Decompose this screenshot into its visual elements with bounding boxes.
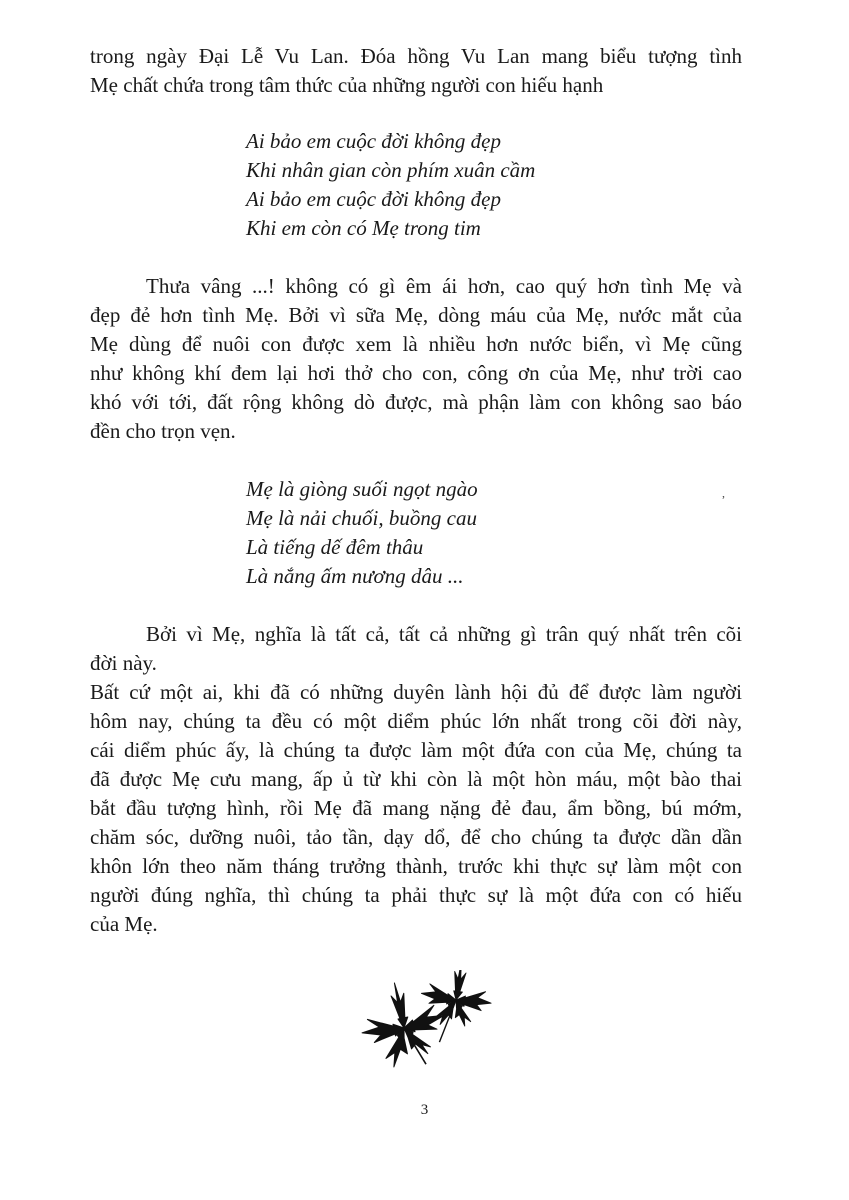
maple-leaves-icon bbox=[352, 970, 502, 1080]
paragraph-line: đã được Mẹ cưu mang, ấp ủ từ khi còn là một hòn máu, một bào thai bbox=[90, 767, 742, 791]
poem-line: Khi em còn có Mẹ trong tim bbox=[246, 216, 481, 240]
paragraph-line: bắt đầu tượng hình, rồi Mẹ đã mang nặng đẻ đau, ẩm bồng, bú mớm, bbox=[90, 796, 742, 820]
paragraph-line: đền cho trọn vẹn. bbox=[90, 419, 236, 443]
paragraph-line: Thưa vâng ...! không có gì êm ái hơn, cao quý hơn tình Mẹ và bbox=[146, 274, 742, 298]
page-number: 3 bbox=[420, 1102, 429, 1118]
paragraph-line: của Mẹ. bbox=[90, 912, 158, 936]
paragraph-line: Bất cứ một ai, khi đã có những duyên lành hội đủ để được làm người bbox=[90, 680, 742, 704]
paragraph-line: Bởi vì Mẹ, nghĩa là tất cả, tất cả những gì trân quý nhất trên cõi bbox=[146, 622, 742, 646]
paragraph-line: đời này. bbox=[90, 651, 157, 675]
poem-line: Ai bảo em cuộc đời không đẹp bbox=[246, 187, 501, 211]
paragraph-line: như không khí đem lại hơi thở cho con, công ơn của Mẹ, như trời cao bbox=[90, 361, 742, 385]
poem-line: Là nắng ấm nương dâu ... bbox=[246, 564, 464, 588]
paragraph-line: chăm sóc, dưỡng nuôi, tảo tần, dạy dổ, để cho chúng ta được dần dần bbox=[90, 825, 742, 849]
paragraph-line: cái diểm phúc ấy, là chúng ta được làm một đứa con của Mẹ, chúng ta bbox=[90, 738, 742, 762]
poem-line: Ai bảo em cuộc đời không đẹp bbox=[246, 129, 501, 153]
paragraph-line: Mẹ chất chứa trong tâm thức của những người con hiếu hạnh bbox=[90, 73, 604, 97]
poem-stanza-1 bbox=[246, 127, 535, 243]
poem-line: Mẹ là nải chuối, buồng cau bbox=[246, 506, 477, 530]
paragraph-line: trong ngày Đại Lễ Vu Lan. Đóa hồng Vu Lan mang biểu tượng tình bbox=[90, 44, 742, 68]
paragraph-line: khó với tới, đất rộng không dò được, mà phận làm con không sao báo bbox=[90, 390, 742, 414]
paragraph-line: Mẹ dùng để nuôi con được xem là nhiều hơn nước biển, vì Mẹ cũng bbox=[90, 332, 742, 356]
poem-line: Là tiếng dế đêm thâu bbox=[246, 535, 424, 559]
paragraph-line: hôm nay, chúng ta đều có một diểm phúc lớn nhất trong cõi đời này, bbox=[90, 709, 742, 733]
paragraph-line: khôn lớn theo năm tháng trưởng thành, trước khi thực sự làm một con bbox=[90, 854, 742, 878]
paragraph-line: người đúng nghĩa, thì chúng ta phải thực sự là một đứa con có hiếu bbox=[90, 883, 742, 907]
paragraph-line: đẹp đẻ hơn tình Mẹ. Bởi vì sữa Mẹ, dòng máu của Mẹ, nước mắt của bbox=[90, 303, 742, 327]
poem-line: Khi nhân gian còn phím xuân cầm bbox=[246, 158, 536, 182]
poem-line: Mẹ là giòng suối ngọt ngào bbox=[246, 477, 478, 501]
scan-speck: , bbox=[722, 486, 725, 500]
poem-stanza-2 bbox=[246, 475, 478, 591]
